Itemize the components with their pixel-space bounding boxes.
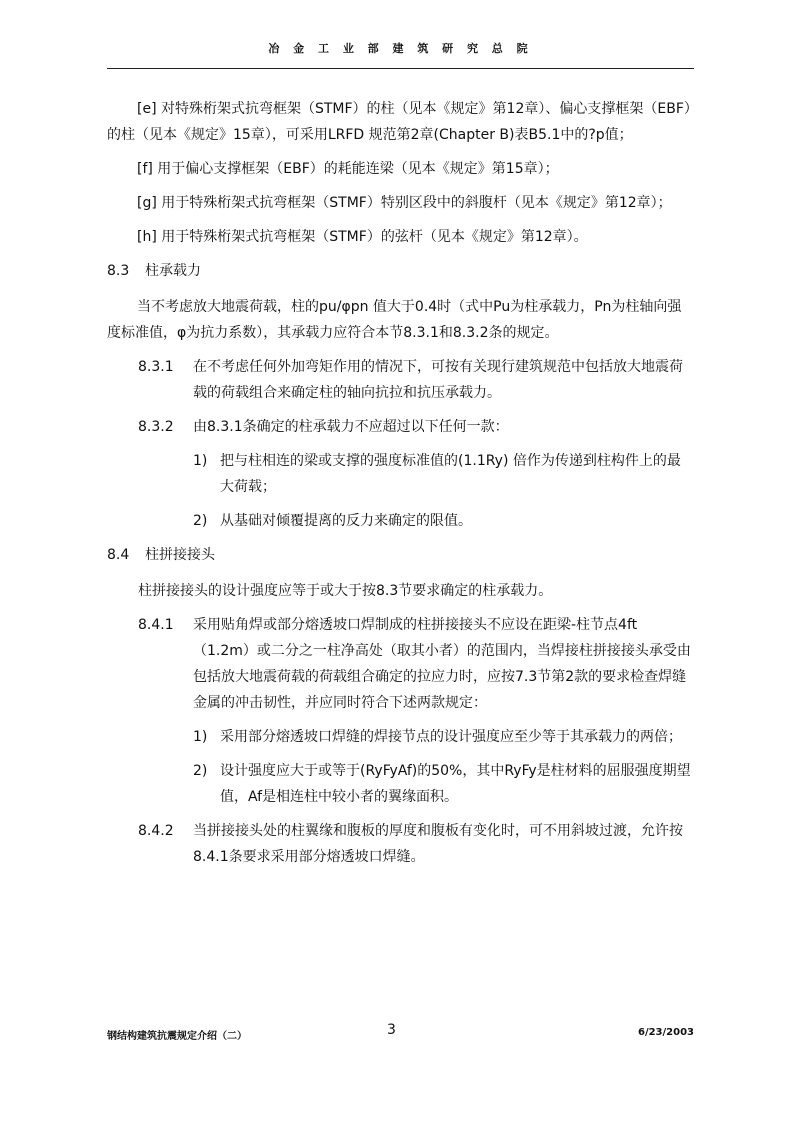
page-header: 冶 金 工 业 部 建 筑 研 究 总 院 [268, 42, 533, 55]
item-number: 1) [193, 453, 208, 469]
section-8-3-intro: 当不考虑放大地震荷载，柱的pu/φpn 值大于0.4时（式中Pu为柱承载力，Pn为柱轴向强度标准值，φ为抗力系数），其承载力应符合本节8.3.1和8.3.2条的规定。 [107, 299, 682, 341]
clause-8-3-2 [107, 414, 694, 440]
section-number: 8.3 [107, 263, 130, 279]
item-text: 把与柱相连的梁或支撑的强度标准值的(1.1Ry) 倍作为传递到柱构件上的最大荷载； [220, 453, 681, 495]
clause-text: 由8.3.1条确定的柱承载力不应超过以下任何一款： [193, 419, 509, 435]
item-number: 1) [193, 729, 208, 745]
item-text: 从基础对倾覆提离的反力来确定的限值。 [220, 513, 472, 529]
clause-number: 8.3.2 [138, 419, 174, 435]
item-8-4-1-2 [107, 758, 694, 810]
section-8-4-heading [107, 542, 694, 568]
clause-number: 8.3.1 [138, 359, 174, 375]
clause-text: 采用贴角焊或部分熔透坡口焊制成的柱拼接接头不应设在距梁-柱节点4ft（1.2m）或二分之一柱净高处（取其小者）的范围内，当焊接柱拼接接头承受由包括放大地震荷载的荷载组合确定的拉应力时，应按7.3节第2款的要求检查焊缝金属的冲击韧性，并应同时符合下述两款规定： [193, 617, 691, 711]
item-8-4-1-1 [107, 724, 694, 750]
item-8-3-2-1 [107, 448, 694, 500]
footer-date: 6/23/2003 [637, 1027, 694, 1038]
clause-text: 当拼接接头处的柱翼缘和腹板的厚度和腹板有变化时，可不用斜坡过渡，允许按8.4.1条要求采用部分熔透坡口焊缝。 [193, 823, 683, 865]
item-text: 设计强度应大于或等于(RyFyAf)的50%，其中RyFy是柱材料的屈服强度期望值，Af是相连柱中较小者的翼缘面积。 [220, 763, 691, 805]
item-number: 2) [193, 513, 208, 529]
item-8-3-2-2 [107, 508, 694, 534]
item-text: 采用部分熔透坡口焊缝的焊接节点的设计强度应至少等于其承载力的两倍； [220, 729, 682, 745]
note-f: [f] 用于偏心支撑框架（EBF）的耗能连梁（见本《规定》第15章）； [137, 161, 559, 177]
note-e: [e] 对特殊桁架式抗弯框架（STMF）的柱（见本《规定》第12章）、偏心支撑框架（EBF）的柱（见本《规定》15章），可采用LRFD 规范第2章(Chapter B)表B5.1中的?p值； [107, 101, 691, 143]
clause-8-3-1 [107, 354, 694, 406]
item-number: 2) [193, 763, 208, 779]
clause-number: 8.4.2 [138, 823, 174, 839]
section-title: 柱拼接接头 [145, 547, 215, 563]
clause-number: 8.4.1 [138, 617, 174, 633]
footer-doc-title: 钢结构建筑抗震规定介绍（二） [107, 1031, 247, 1042]
section-title: 柱承载力 [145, 263, 201, 279]
clause-8-4-2 [107, 818, 694, 870]
section-8-4-intro: 柱拼接接头的设计强度应等于或大于按8.3节要求确定的柱承载力。 [138, 583, 553, 599]
section-8-3-heading [107, 258, 694, 284]
page-number: 3 [387, 1022, 396, 1038]
clause-8-4-1 [107, 612, 694, 716]
header-rule [107, 68, 694, 69]
page-footer [107, 1022, 694, 1042]
note-h: [h] 用于特殊桁架式抗弯框架（STMF）的弦杆（见本《规定》第12章）。 [137, 229, 588, 245]
page-body [107, 96, 694, 878]
clause-text: 在不考虑任何外加弯矩作用的情况下，可按有关现行建筑规范中包括放大地震荷载的荷载组合来确定柱的轴向抗拉和抗压承载力。 [193, 359, 683, 401]
note-g: [g] 用于特殊桁架式抗弯框架（STMF）特别区段中的斜腹杆（见本《规定》第12章）； [137, 195, 672, 211]
section-number: 8.4 [107, 547, 130, 563]
